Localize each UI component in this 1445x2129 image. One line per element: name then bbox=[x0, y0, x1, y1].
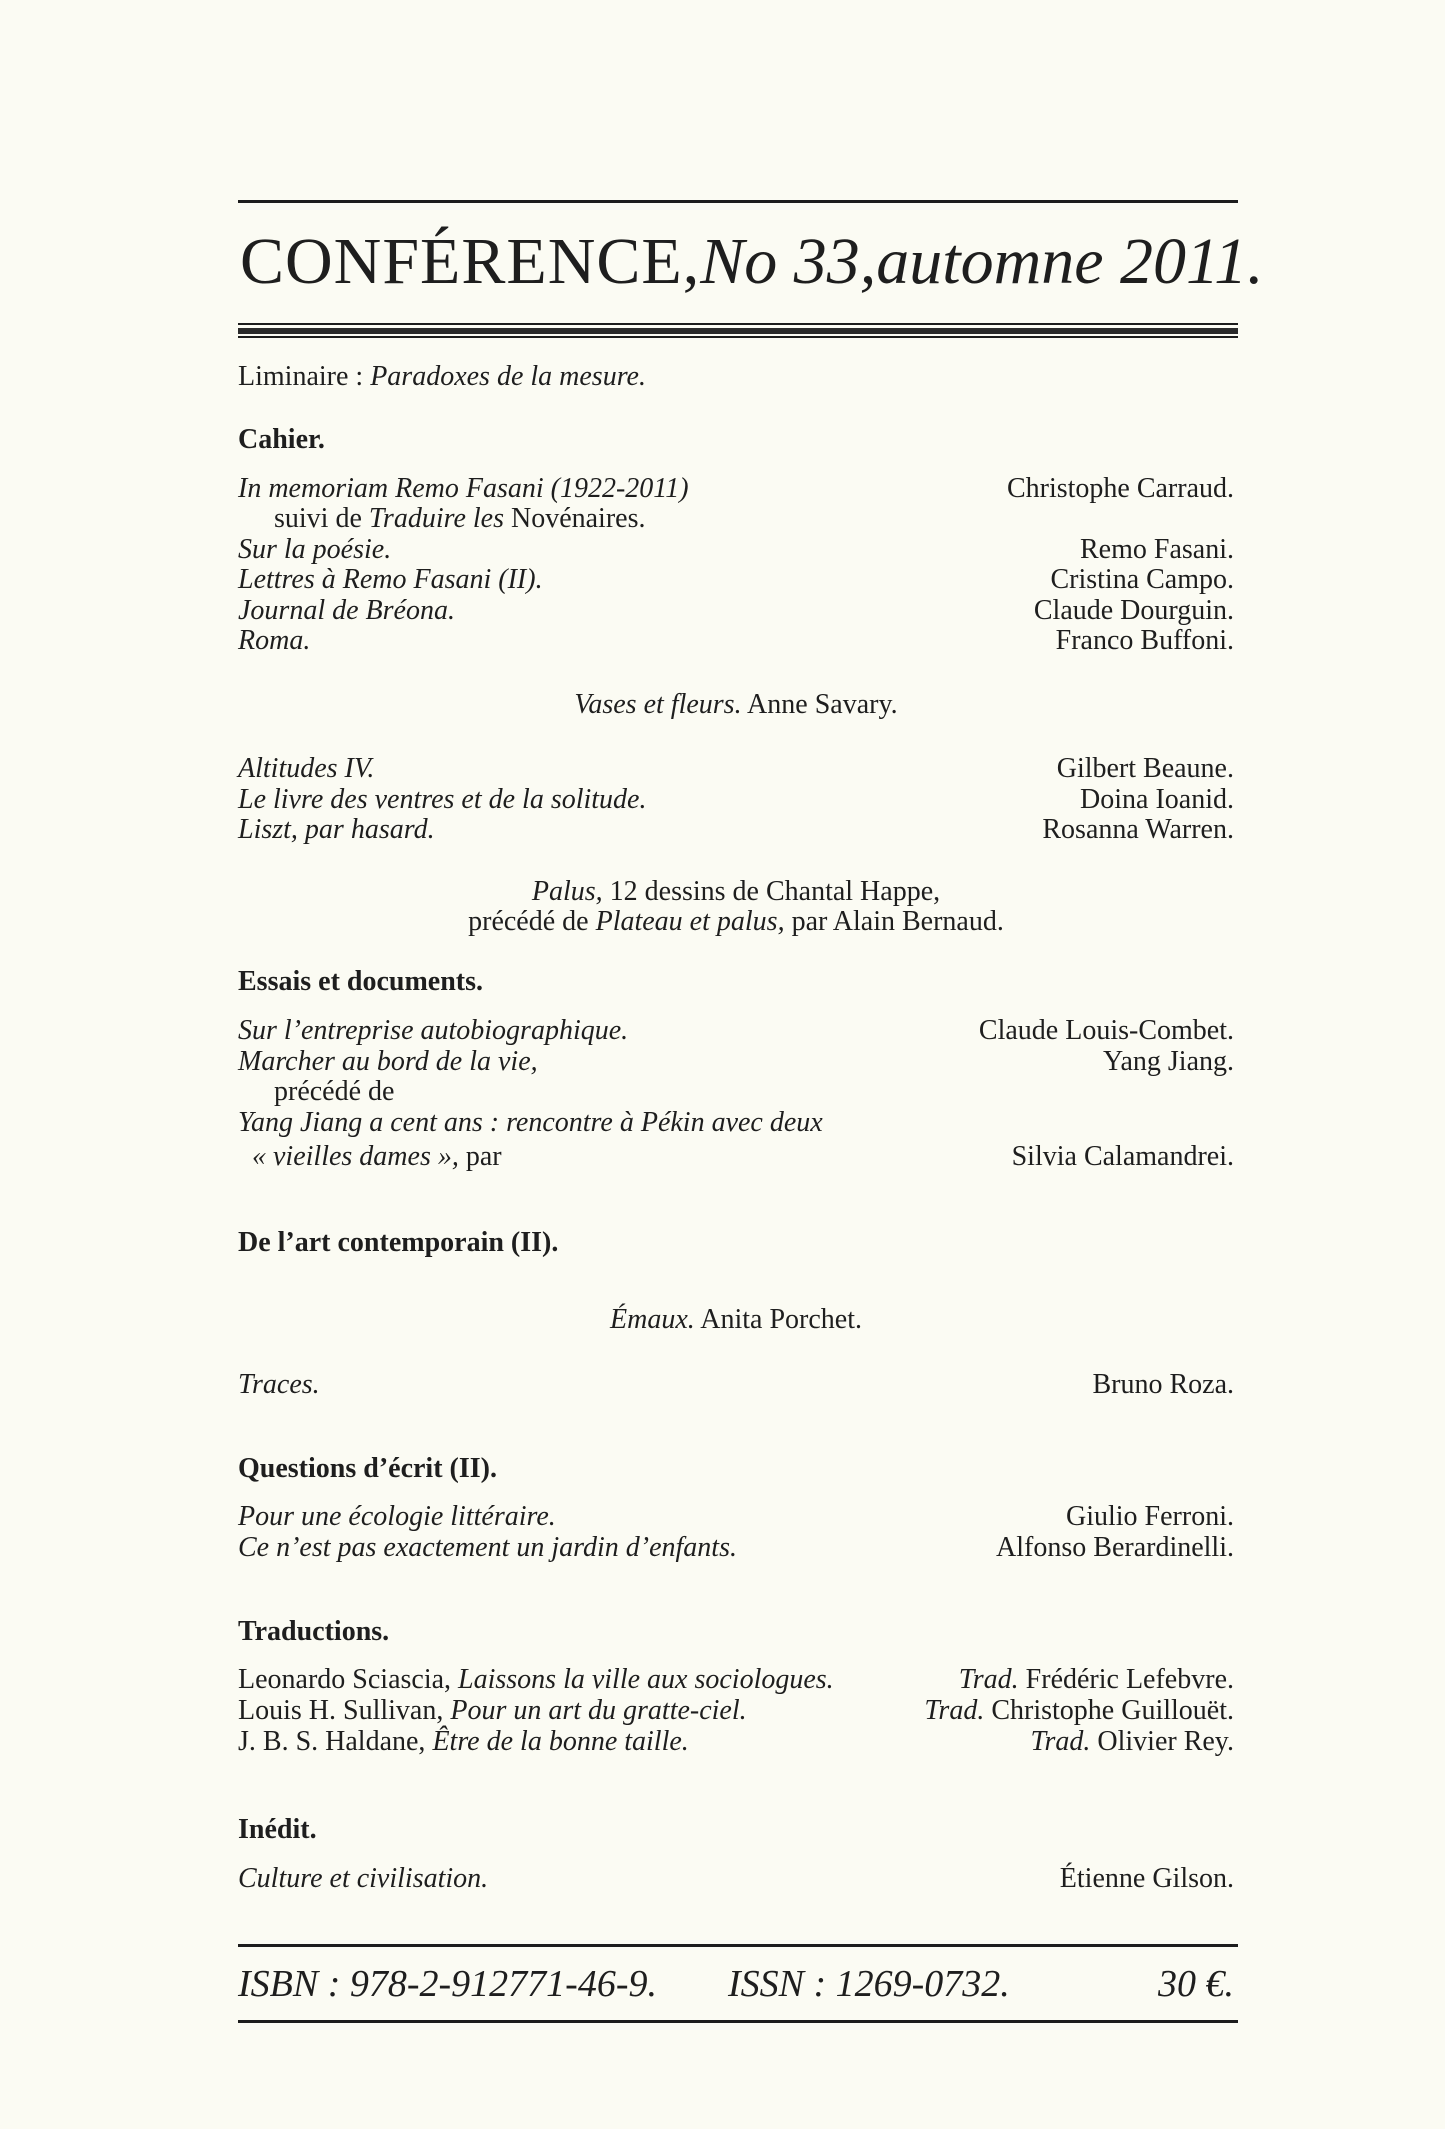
journal-title bbox=[240, 222, 1264, 302]
toc-entry: Culture et civilisation. Étienne Gilson. bbox=[238, 1863, 1234, 1894]
section-heading-cahier: Cahier. bbox=[238, 424, 325, 455]
issn: ISSN : 1269-0732. bbox=[728, 1963, 1010, 2005]
toc-entry: Sur la poésie. Remo Fasani. bbox=[238, 534, 1234, 565]
issue-number: No 33, bbox=[700, 225, 877, 298]
section-heading-traductions: Traductions. bbox=[238, 1616, 390, 1647]
section-heading-art: De l’art contemporain (II). bbox=[238, 1227, 559, 1258]
toc-entry-centered: Vases et fleurs. Anne Savary. bbox=[574, 689, 898, 720]
toc-entry-centered: Émaux. Anita Porchet. bbox=[610, 1304, 862, 1335]
toc-entry: « vieilles dames », par Silvia Calamandrei. bbox=[252, 1141, 1234, 1172]
section-heading-essais: Essais et documents. bbox=[238, 966, 484, 997]
isbn: ISBN : 978-2-912771-46-9. bbox=[238, 1963, 657, 2005]
toc-entry: Liszt, par hasard. Rosanna Warren. bbox=[238, 814, 1234, 845]
toc-entry: Lettres à Remo Fasani (II). Cristina Campo. bbox=[238, 564, 1234, 595]
toc-entry: Journal de Bréona. Claude Dourguin. bbox=[238, 595, 1234, 626]
toc-entry: Yang Jiang a cent ans : rencontre à Pékin avec deux bbox=[238, 1107, 823, 1138]
toc-entry: Pour une écologie littéraire. Giulio Ferroni. bbox=[238, 1501, 1234, 1532]
toc-entry-centered: précédé de Plateau et palus, par Alain Bernaud. bbox=[468, 906, 1004, 937]
toc-entry-centered: Palus, 12 dessins de Chantal Happe, bbox=[531, 876, 941, 907]
toc-entry: précédé de bbox=[274, 1076, 395, 1107]
section-heading-inedit: Inédit. bbox=[238, 1814, 317, 1845]
toc-entry: suivi de Traduire les Novénaires. bbox=[274, 503, 646, 534]
toc-entry: Louis H. Sullivan, Pour un art du gratte-ciel. Trad. Christophe Guillouët. bbox=[238, 1695, 1234, 1726]
price: 30 €. bbox=[1158, 1963, 1234, 2005]
footer-top-rule bbox=[238, 1944, 1238, 1947]
toc-entry: Sur l’entreprise autobiographique. Claude Louis-Combet. bbox=[238, 1015, 1234, 1046]
footer-bottom-rule bbox=[238, 2020, 1238, 2023]
toc-entry: Roma. Franco Buffoni. bbox=[238, 625, 1234, 656]
toc-entry: Le livre des ventres et de la solitude. Doina Ioanid. bbox=[238, 784, 1234, 815]
issue-season: automne 2011. bbox=[876, 225, 1264, 298]
toc-entry: Ce n’est pas exactement un jardin d’enfants. Alfonso Berardinelli. bbox=[238, 1532, 1234, 1563]
toc-entry: In memoriam Remo Fasani (1922-2011) Christophe Carraud. bbox=[238, 473, 1234, 504]
liminaire-line: Liminaire : Paradoxes de la mesure. bbox=[238, 361, 646, 392]
toc-entry: J. B. S. Haldane, Être de la bonne taille. Trad. Olivier Rey. bbox=[238, 1726, 1234, 1757]
top-rule bbox=[238, 200, 1238, 203]
section-heading-questions: Questions d’écrit (II). bbox=[238, 1453, 497, 1484]
toc-entry: Traces. Bruno Roza. bbox=[238, 1369, 1234, 1400]
toc-entry: Leonardo Sciascia, Laissons la ville aux sociologues. Trad. Frédéric Lefebvre. bbox=[238, 1664, 1234, 1695]
toc-entry: Altitudes IV. Gilbert Beaune. bbox=[238, 753, 1234, 784]
toc-entry: Marcher au bord de la vie, Yang Jiang. bbox=[238, 1046, 1234, 1077]
title-rule bbox=[238, 323, 1238, 338]
journal-name: CONFÉRENCE, bbox=[240, 225, 701, 298]
